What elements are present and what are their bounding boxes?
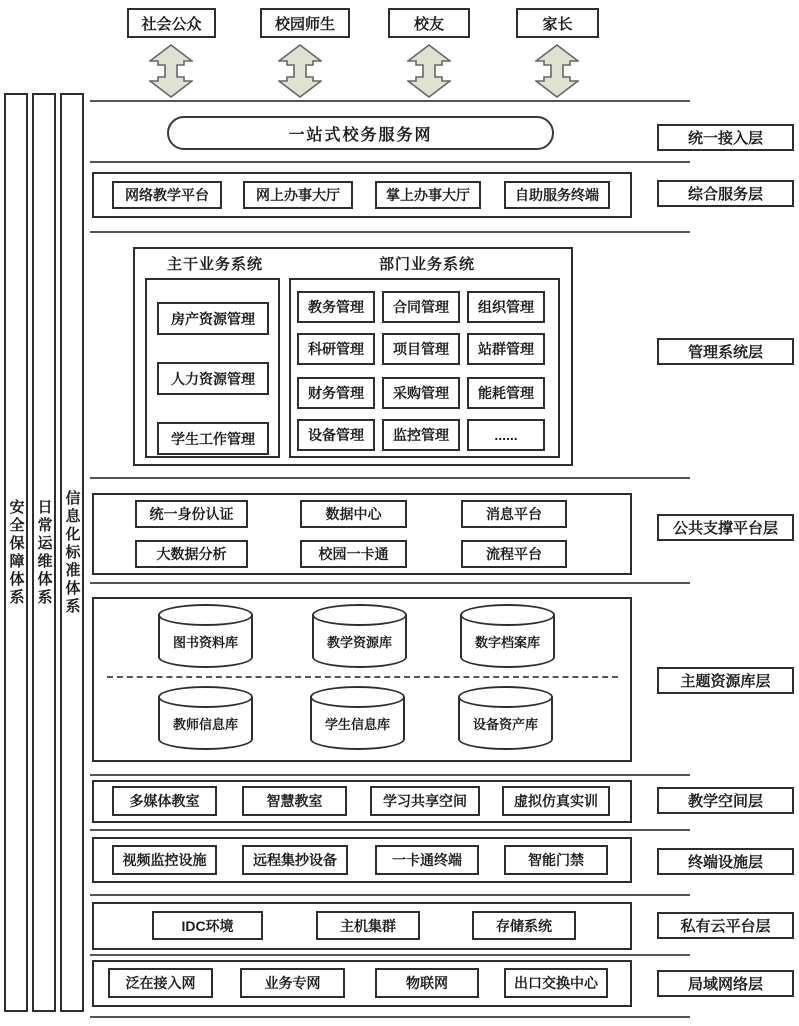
department-item-label: 能耗管理: [478, 385, 534, 401]
teaching-item-box: [112, 786, 217, 816]
pillar-label: 信息化标准体系: [63, 489, 81, 616]
double-arrow-icon: [149, 44, 193, 98]
database-cylinder: [310, 686, 405, 750]
service-label: 掌上办事大厅: [386, 187, 470, 203]
teaching-item-label: 智慧教室: [266, 793, 323, 809]
lan-item-label: 物联网: [406, 975, 448, 991]
cloud-item-box: [472, 911, 576, 940]
lan-item-label: 业务专网: [264, 975, 321, 991]
separator-line: [90, 829, 690, 831]
department-item-label: 组织管理: [478, 299, 534, 315]
layer-label-text: 主题资源库层: [680, 673, 771, 690]
terminal-item-label: 智能门禁: [528, 852, 584, 868]
department-item-box: [297, 419, 375, 451]
teaching-item-label: 学习共享空间: [383, 793, 467, 809]
double-arrow-icon: [407, 44, 451, 98]
user-box-parents: [516, 8, 599, 38]
separator-line: [90, 161, 690, 163]
layer-label-text: 综合服务层: [687, 186, 763, 203]
backbone-item-label: 学生工作管理: [171, 430, 255, 447]
service-box: [504, 181, 610, 209]
service-label: 网上办事大厅: [256, 187, 340, 203]
support-item-box: [461, 540, 567, 568]
cylinder-top: [158, 604, 253, 626]
layer-label-text: 管理系统层: [687, 344, 763, 361]
layer-label-teaching-spaces: [657, 787, 794, 814]
separator-line: [90, 894, 690, 896]
lan-item-box: [504, 968, 608, 998]
lan-item-label: 泛在接入网: [125, 975, 196, 991]
database-cylinder: [158, 604, 253, 668]
layer-label-support-platform: [657, 514, 794, 541]
support-item-label: 流程平台: [486, 546, 542, 562]
separator-line: [90, 1016, 690, 1018]
department-item-box: [297, 377, 375, 409]
support-item-box: [300, 540, 407, 568]
database-cylinder: [312, 604, 407, 668]
user-box-label: 校友: [413, 15, 444, 33]
terminal-item-box: [504, 845, 608, 875]
separator-line: [90, 582, 690, 584]
layer-label-text: 局域网络层: [687, 976, 763, 993]
layer-label-management-systems: [657, 338, 794, 365]
backbone-item-label: 房产资源管理: [171, 310, 255, 327]
department-item-label: ......: [494, 427, 518, 443]
support-item-box: [461, 500, 567, 528]
cylinder-top: [158, 686, 253, 708]
lan-item-box: [375, 968, 479, 998]
backbone-systems-heading: 主干业务系统: [167, 256, 264, 273]
department-item-box: [382, 333, 460, 365]
layer-label-integrated-services: [657, 180, 794, 207]
cylinder-top: [458, 686, 553, 708]
separator-line: [90, 774, 690, 776]
support-item-label: 统一身份认证: [149, 506, 234, 522]
separator-line: [90, 231, 690, 233]
database-label: 教学资源库: [326, 635, 392, 650]
backbone-item-box: [157, 362, 269, 395]
cylinder-top: [310, 686, 405, 708]
teaching-item-label: 多媒体教室: [129, 793, 200, 809]
lan-item-box: [108, 968, 213, 998]
cloud-item-label: 主机集群: [340, 917, 396, 934]
terminal-item-box: [375, 845, 479, 875]
cloud-item-label: 存储系统: [496, 917, 552, 934]
layer-label-text: 终端设施层: [687, 854, 763, 871]
department-item-box: [382, 377, 460, 409]
portal-pill: [167, 116, 554, 150]
layer-label-lan: [657, 970, 794, 997]
cloud-item-box: [152, 911, 263, 940]
support-item-label: 大数据分析: [156, 546, 227, 562]
service-label: 网络教学平台: [125, 187, 209, 203]
database-label: 教师信息库: [172, 717, 238, 732]
teaching-item-box: [370, 786, 480, 816]
department-item-box: [467, 377, 545, 409]
separator-line: [90, 100, 690, 102]
support-item-label: 校园一卡通: [318, 546, 389, 562]
department-item-label: 站群管理: [478, 341, 534, 357]
pillar-operations-system: [32, 93, 56, 1012]
department-item-box: [297, 333, 375, 365]
cloud-item-label: IDC环境: [181, 917, 234, 934]
support-item-box: [300, 500, 407, 528]
layer-label-unified-access: [657, 124, 794, 151]
dashed-divider: [107, 676, 618, 678]
service-box: [112, 181, 222, 209]
department-item-label: 财务管理: [308, 385, 364, 401]
department-item-box: [467, 291, 545, 323]
department-item-label: 合同管理: [393, 299, 449, 315]
layer-label-text: 教学空间层: [687, 793, 763, 810]
department-item-label: 设备管理: [308, 427, 364, 443]
layer-label-terminal-facilities: [657, 848, 794, 875]
department-item-label: 项目管理: [393, 341, 449, 357]
database-label: 图书资料库: [172, 635, 238, 650]
user-box-label: 家长: [542, 15, 573, 33]
service-box: [375, 181, 481, 209]
department-item-box: [467, 419, 545, 451]
pillar-label: 安全保障体系: [7, 498, 25, 607]
support-item-box: [135, 500, 248, 528]
department-item-label: 采购管理: [393, 385, 449, 401]
user-box-label: 社会公众: [141, 15, 202, 33]
teaching-item-box: [502, 786, 610, 816]
user-box-label: 校园师生: [274, 15, 335, 33]
department-item-label: 监控管理: [393, 427, 449, 443]
layer-label-text: 私有云平台层: [680, 918, 771, 935]
department-item-box: [382, 291, 460, 323]
database-cylinder: [158, 686, 253, 750]
user-box-campus: [260, 8, 350, 38]
separator-line: [90, 954, 690, 956]
service-box: [243, 181, 353, 209]
terminal-item-label: 一卡通终端: [392, 852, 462, 868]
database-label: 数字档案库: [474, 635, 540, 650]
department-item-label: 科研管理: [308, 341, 364, 357]
terminal-item-box: [242, 845, 348, 875]
layer-label-text: 公共支撑平台层: [672, 520, 778, 537]
pillar-security-system: [4, 93, 28, 1012]
department-item-box: [382, 419, 460, 451]
user-box-public: [127, 8, 216, 38]
layer-label-resource-libraries: [657, 667, 794, 694]
database-label: 设备资产库: [472, 717, 538, 732]
portal-label: 一站式校务服务网: [288, 126, 433, 144]
double-arrow-icon: [278, 44, 322, 98]
support-item-label: 数据中心: [325, 506, 382, 522]
cloud-item-box: [316, 911, 420, 940]
support-item-box: [135, 540, 248, 568]
double-arrow-icon: [535, 44, 579, 98]
terminal-item-label: 视频监控设施: [122, 852, 207, 868]
pillar-standards-system: [60, 93, 84, 1012]
lan-item-box: [240, 968, 345, 998]
terminal-item-box: [112, 845, 217, 875]
pillar-label: 日常运维体系: [35, 498, 53, 607]
cylinder-top: [460, 604, 555, 626]
lan-item-label: 出口交换中心: [514, 975, 598, 991]
backbone-item-box: [157, 302, 269, 335]
department-item-box: [467, 333, 545, 365]
department-systems-heading: 部门业务系统: [379, 256, 476, 273]
terminal-item-label: 远程集抄设备: [253, 852, 337, 868]
user-box-alumni: [388, 8, 470, 38]
database-cylinder: [458, 686, 553, 750]
teaching-item-label: 虚拟仿真实训: [514, 793, 598, 809]
department-item-box: [297, 291, 375, 323]
service-label: 自助服务终端: [515, 187, 599, 203]
cylinder-top: [312, 604, 407, 626]
backbone-item-label: 人力资源管理: [171, 370, 255, 387]
backbone-item-box: [157, 422, 269, 455]
layer-label-text: 统一接入层: [687, 130, 763, 147]
teaching-item-box: [242, 786, 347, 816]
department-item-label: 教务管理: [308, 299, 364, 315]
database-cylinder: [460, 604, 555, 668]
layer-label-private-cloud: [657, 912, 794, 939]
separator-line: [90, 477, 690, 479]
database-label: 学生信息库: [324, 717, 390, 732]
support-item-label: 消息平台: [486, 506, 542, 522]
